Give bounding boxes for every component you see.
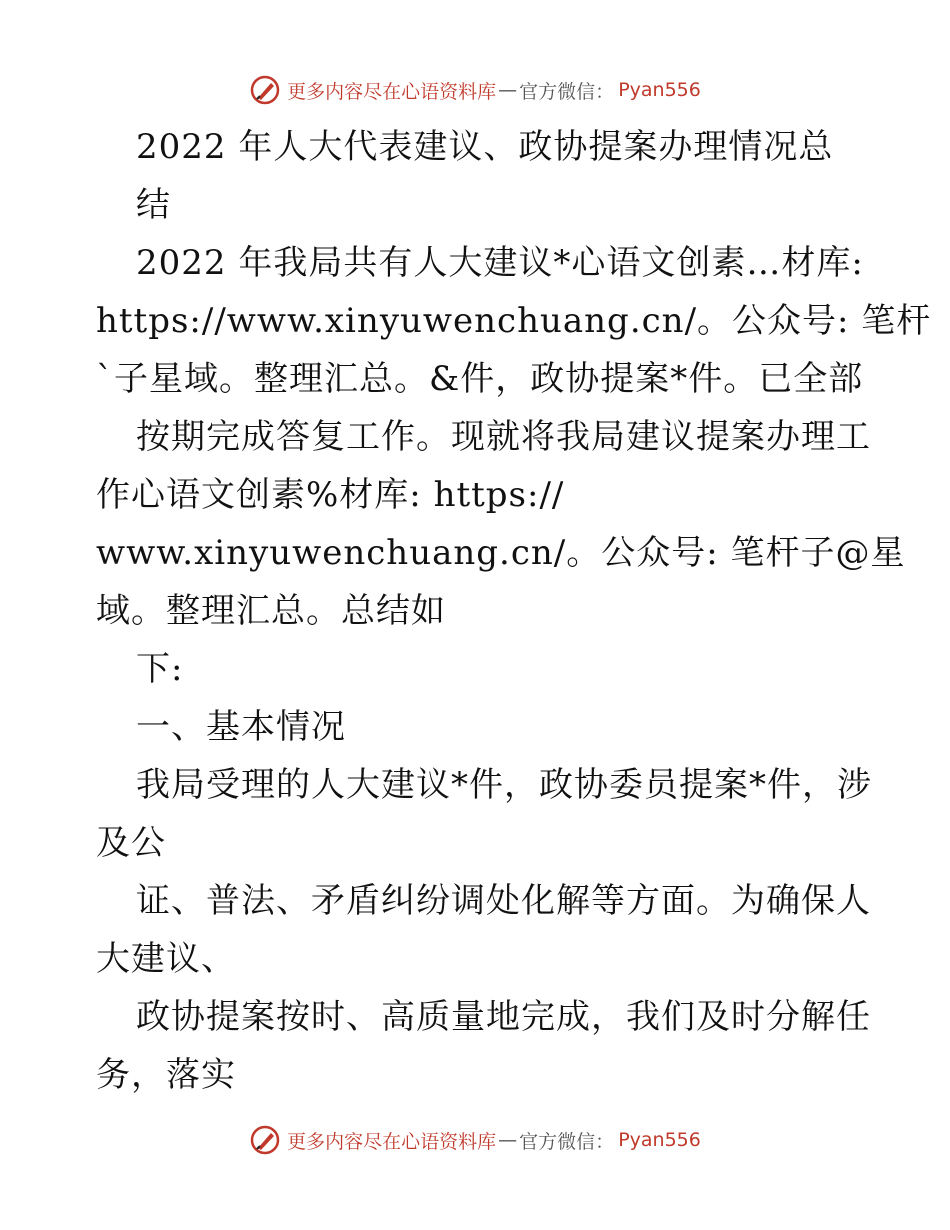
watermark-text: 更多内容尽在心语资料库 xyxy=(287,1130,497,1153)
watermark-wechat-label: 官方微信： xyxy=(519,80,615,103)
header-watermark xyxy=(0,70,950,110)
doc-title-line-2: 结 xyxy=(136,185,171,225)
doc-paragraph-line: 我局受理的人大建议*件，政协委员提案*件，涉 xyxy=(136,765,872,805)
doc-section-heading: 一、基本情况 xyxy=(136,707,346,747)
quill-pen-logo-icon xyxy=(249,74,281,106)
doc-paragraph-line: 大建议、 xyxy=(96,939,236,979)
watermark-wechat-label: 官方微信： xyxy=(519,1130,615,1153)
doc-paragraph-line: 下: xyxy=(136,649,184,689)
doc-paragraph-line: https://www.xinyuwenchuang.cn/。公众号: 笔杆 xyxy=(96,301,932,341)
doc-paragraph-line: `子星域。整理汇总。&件，政协提案*件。已全部 xyxy=(96,359,864,399)
doc-paragraph-line: 域。整理汇总。总结如 xyxy=(96,591,446,631)
doc-title-line-1: 2022 年人大代表建议、政协提案办理情况总 xyxy=(136,127,834,167)
watermark-wechat-id: Pyan556 xyxy=(618,1129,701,1151)
doc-paragraph-line: www.xinyuwenchuang.cn/。公众号: 笔杆子@星 xyxy=(96,533,906,573)
watermark-separator: — xyxy=(498,79,518,101)
doc-paragraph-line: 2022 年我局共有人大建议*心语文创素…材库: xyxy=(136,243,864,283)
footer-watermark xyxy=(0,1120,950,1160)
doc-paragraph-line: 务，落实 xyxy=(96,1055,236,1095)
watermark-text: 更多内容尽在心语资料库 xyxy=(287,80,497,103)
doc-paragraph-line: 按期完成答复工作。现就将我局建议提案办理工 xyxy=(136,417,871,457)
doc-paragraph-line: 政协提案按时、高质量地完成，我们及时分解任 xyxy=(136,997,871,1037)
doc-paragraph-line: 及公 xyxy=(96,823,166,863)
watermark-wechat-id: Pyan556 xyxy=(618,79,701,101)
watermark-separator: — xyxy=(498,1129,518,1151)
doc-paragraph-line: 证、普法、矛盾纠纷调处化解等方面。为确保人 xyxy=(136,881,871,921)
quill-pen-logo-icon xyxy=(249,1124,281,1156)
doc-paragraph-line: 作心语文创素%材库: https:// xyxy=(96,475,565,515)
